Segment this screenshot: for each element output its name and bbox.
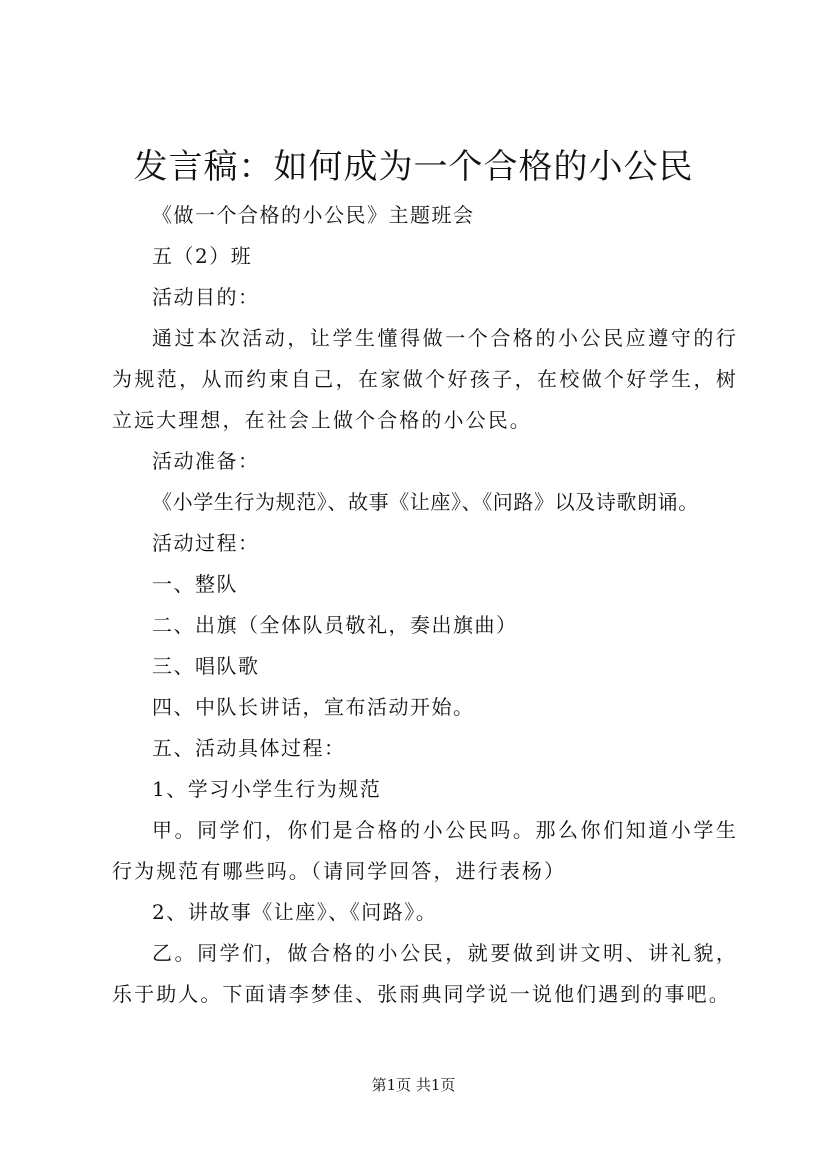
paragraph-class: 五（2）班: [152, 244, 253, 268]
paragraph-prep-heading: 活动准备：: [152, 449, 260, 473]
paragraph-step-1: 一、整队: [152, 572, 238, 596]
document-title: 发言稿：如何成为一个合格的小公民: [133, 147, 694, 187]
paragraph-step-3: 三、唱队歌: [152, 654, 260, 678]
paragraph-goal-heading: 活动目的：: [152, 285, 260, 309]
paragraph-sub-2: 2、讲故事《让座》、《问路》。: [152, 900, 438, 924]
paragraph-sub-1: 1、学习小学生行为规范: [152, 777, 382, 801]
paragraph-process-heading: 活动过程：: [152, 531, 260, 555]
page-footer: 第1页 共1页: [371, 1076, 456, 1094]
paragraph-theme: 《做一个合格的小公民》主题班会: [152, 203, 475, 227]
paragraph-goal-text: 通过本次活动，让学生懂得做一个合格的小公民应遵守的行为规范，从而约束自己，在家做个好孩子，在校做个好学生，树立远大理想，在社会上做个合格的小公民。: [112, 326, 738, 432]
document-body: [112, 195, 738, 1015]
paragraph-step-4: 四、中队长讲话，宣布活动开始。: [152, 695, 475, 719]
paragraph-jia: 甲。同学们，你们是合格的小公民吗。那么你们知道小学生行为规范有哪些吗。（请同学回答，进行表杨）: [112, 818, 738, 883]
paragraph-step-5: 五、活动具体过程：: [152, 736, 346, 760]
paragraph-yi: 乙。同学们，做合格的小公民，就要做到讲文明、讲礼貌，乐于助人。下面请李梦佳、张雨典同学说一说他们遇到的事吧。: [112, 941, 738, 1006]
paragraph-step-2: 二、出旗（全体队员敬礼，奏出旗曲）: [152, 613, 518, 637]
paragraph-prep-text: 《小学生行为规范》、故事《让座》、《问路》以及诗歌朗诵。: [152, 490, 699, 514]
